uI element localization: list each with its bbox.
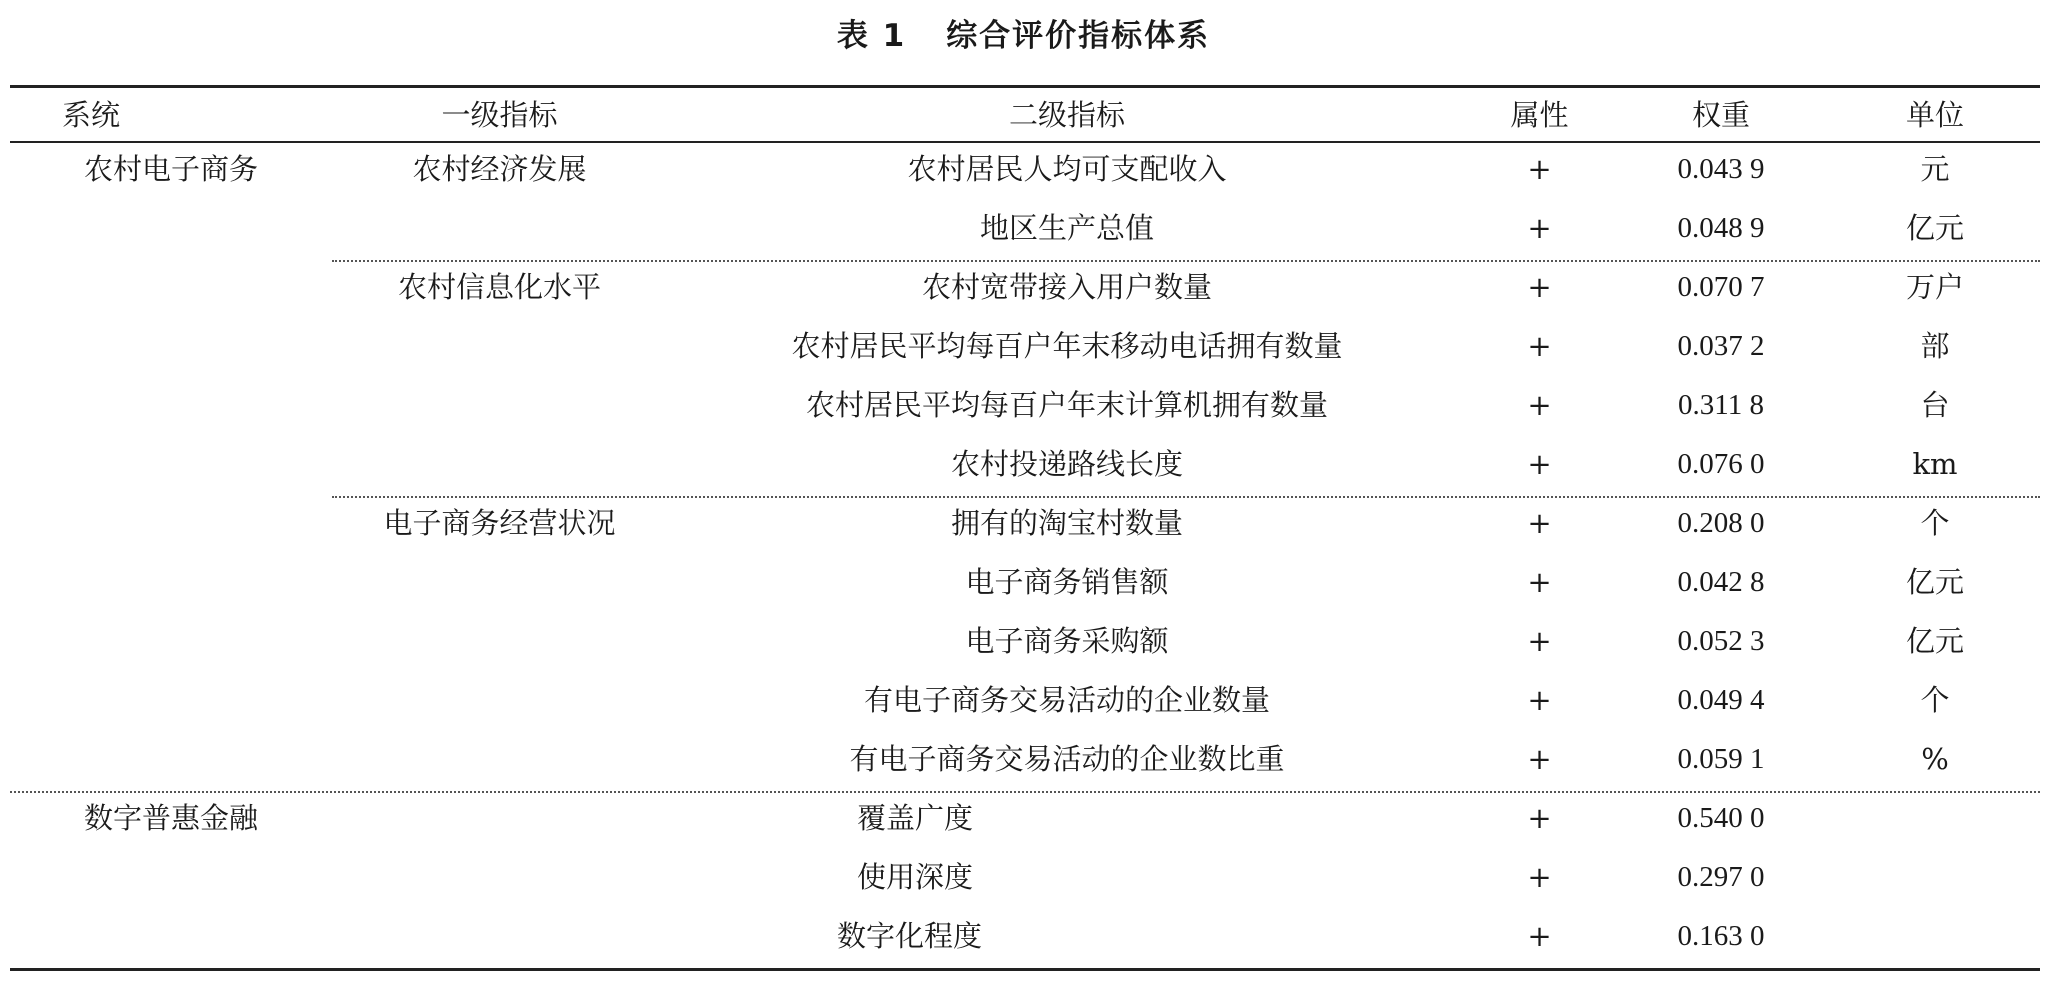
cell-weight: 0.052 3 [1677, 625, 1765, 657]
table-row [10, 671, 2040, 730]
cell-system [10, 199, 332, 258]
cell-attribute: + [1527, 506, 1552, 540]
cell-system [10, 435, 332, 494]
cell-unit: 个 [1920, 506, 1950, 540]
cell-attribute: + [1527, 801, 1552, 835]
cell-unit: 台 [1920, 388, 1950, 422]
cell-unit: 万户 [1905, 270, 1964, 304]
table-row [10, 848, 2040, 907]
cell-level2: 有电子商务交易活动的企业数比重 [849, 742, 1285, 776]
table-row [10, 435, 2040, 494]
cell-level2: 农村居民平均每百户年末移动电话拥有数量 [791, 329, 1343, 363]
table-row [10, 317, 2040, 376]
cell-weight: 0.076 0 [1677, 448, 1765, 480]
cell-level2: 农村宽带接入用户数量 [921, 270, 1212, 304]
cell-level2: 电子商务采购额 [965, 624, 1169, 658]
cell-system [10, 848, 332, 907]
cell-system [10, 258, 332, 317]
table-row [10, 494, 2040, 553]
cell-level2: 使用深度 [857, 860, 974, 894]
cell-system: 农村电子商务 [83, 152, 258, 186]
table-row [10, 612, 2040, 671]
cell-level1 [332, 907, 667, 966]
table-number: 表 1 [836, 18, 907, 54]
cell-unit: 亿元 [1905, 624, 1964, 658]
cell-level2: 电子商务销售额 [965, 565, 1169, 599]
cell-weight: 0.163 0 [1677, 920, 1765, 952]
cell-level1: 电子商务经营状况 [383, 506, 616, 540]
cell-attribute: + [1527, 211, 1552, 245]
header-weight: 权重 [1691, 98, 1750, 132]
cell-weight: 0.043 9 [1677, 153, 1765, 185]
cell-attribute: + [1527, 388, 1552, 422]
cell-attribute: + [1527, 447, 1552, 481]
cell-unit: % [1921, 742, 1949, 776]
cell-system [10, 730, 332, 789]
cell-level1 [332, 848, 667, 907]
table-row [10, 140, 2040, 199]
cell-level2: 拥有的淘宝村数量 [950, 506, 1183, 540]
indicator-table [10, 91, 2040, 966]
cell-level1: 农村经济发展 [412, 152, 587, 186]
cell-level1 [332, 553, 667, 612]
cell-system [10, 494, 332, 553]
cell-level1 [332, 612, 667, 671]
cell-weight: 0.311 8 [1678, 389, 1764, 421]
cell-level2: 地区生产总值 [979, 211, 1154, 245]
cell-level1 [332, 730, 667, 789]
cell-level1 [332, 317, 667, 376]
bottom-rule [10, 968, 2040, 971]
cell-system: 数字普惠金融 [83, 801, 258, 835]
cell-weight: 0.059 1 [1677, 743, 1765, 775]
header-level1: 一级指标 [441, 98, 558, 132]
table-row [10, 553, 2040, 612]
table-title: 综合评价指标体系 [946, 18, 1211, 54]
cell-unit: 个 [1920, 683, 1950, 717]
cell-system [10, 612, 332, 671]
cell-attribute: + [1527, 270, 1552, 304]
table-caption [0, 8, 2047, 64]
cell-level1 [332, 435, 667, 494]
top-rule [10, 85, 2040, 88]
cell-unit: 亿元 [1905, 211, 1964, 245]
cell-weight: 0.540 0 [1677, 802, 1765, 834]
cell-system [10, 317, 332, 376]
header-system: 系统 [61, 98, 120, 132]
cell-weight: 0.042 8 [1677, 566, 1765, 598]
cell-weight: 0.049 4 [1677, 684, 1765, 716]
header-row [10, 91, 2040, 140]
cell-level2: 农村居民人均可支配收入 [907, 152, 1227, 186]
table-row [10, 730, 2040, 789]
table-row [10, 376, 2040, 435]
cell-attribute: + [1527, 742, 1552, 776]
cell-weight: 0.037 2 [1677, 330, 1765, 362]
cell-system [10, 907, 332, 966]
cell-level2: 覆盖广度 [857, 801, 974, 835]
cell-level2: 数字化程度 [837, 919, 983, 953]
cell-attribute: + [1527, 860, 1552, 894]
cell-level1 [332, 199, 667, 258]
cell-weight: 0.048 9 [1677, 212, 1765, 244]
header-level2: 二级指标 [1008, 98, 1125, 132]
header-unit: 单位 [1905, 98, 1964, 132]
table-row [10, 907, 2040, 966]
cell-unit [1830, 907, 2040, 966]
cell-system [10, 671, 332, 730]
cell-unit: 元 [1920, 152, 1950, 186]
cell-attribute: + [1527, 565, 1552, 599]
cell-level2: 农村投递路线长度 [950, 447, 1183, 481]
cell-level1 [332, 789, 667, 848]
cell-attribute: + [1527, 683, 1552, 717]
cell-attribute: + [1527, 919, 1552, 953]
table-row [10, 258, 2040, 317]
cell-level1 [332, 376, 667, 435]
cell-attribute: + [1527, 624, 1552, 658]
cell-system [10, 553, 332, 612]
cell-level1 [332, 671, 667, 730]
header-attribute: 属性 [1510, 98, 1569, 132]
cell-level2: 有电子商务交易活动的企业数量 [863, 683, 1270, 717]
cell-attribute: + [1527, 152, 1552, 186]
cell-system [10, 376, 332, 435]
cell-weight: 0.297 0 [1677, 861, 1765, 893]
table-row [10, 199, 2040, 258]
cell-unit [1830, 789, 2040, 848]
cell-unit [1830, 848, 2040, 907]
cell-unit: 部 [1920, 329, 1950, 363]
cell-attribute: + [1527, 329, 1552, 363]
cell-unit: km [1912, 447, 1958, 481]
cell-unit: 亿元 [1905, 565, 1964, 599]
cell-level2: 农村居民平均每百户年末计算机拥有数量 [805, 388, 1328, 422]
cell-level1: 农村信息化水平 [397, 270, 601, 304]
table-row [10, 789, 2040, 848]
cell-weight: 0.208 0 [1677, 507, 1765, 539]
cell-weight: 0.070 7 [1677, 271, 1765, 303]
